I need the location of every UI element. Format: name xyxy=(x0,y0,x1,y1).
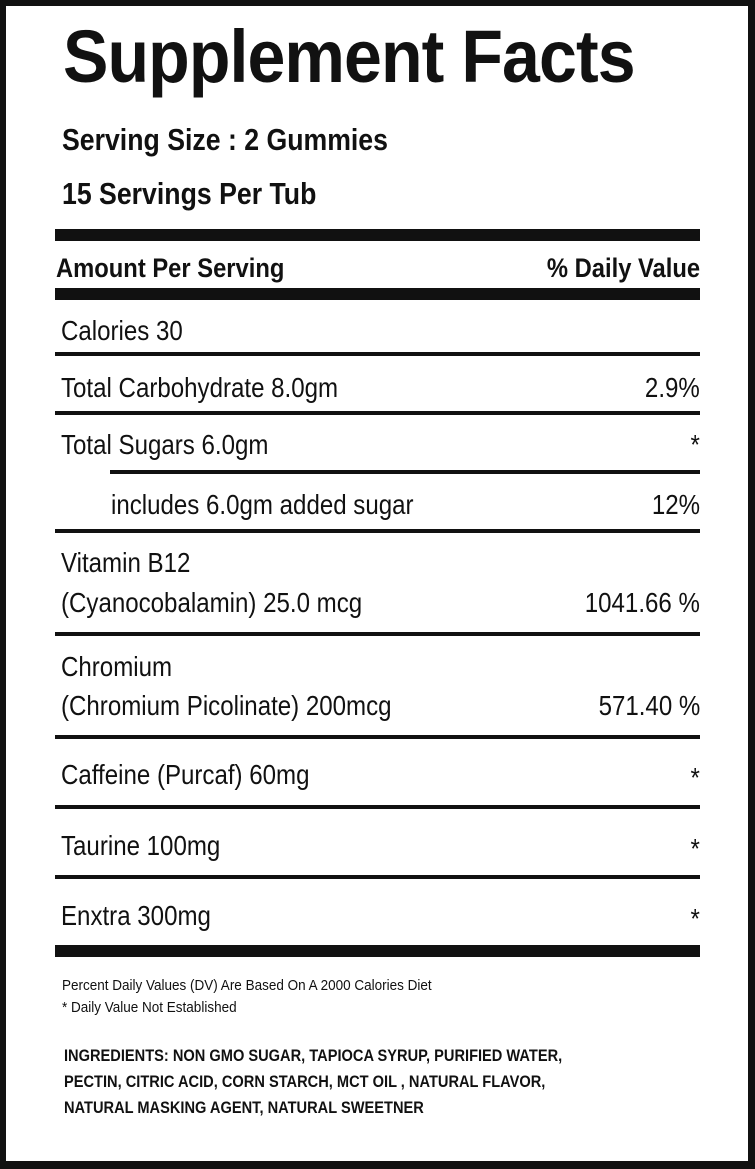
row-enxtra: Enxtra 300mg xyxy=(61,900,211,931)
row-vitamin-b12-detail: (Cyanocobalamin) 25.0 mcg xyxy=(61,587,363,618)
row-calories: Calories 30 xyxy=(61,315,183,346)
row-chromium-detail: (Chromium Picolinate) 200mcg xyxy=(61,690,392,721)
amount-per-serving-header: Amount Per Serving xyxy=(56,253,285,283)
dv-taurine: * xyxy=(690,833,700,864)
row-divider xyxy=(55,632,700,636)
row-vitamin-b12-name: Vitamin B12 xyxy=(61,547,191,578)
ingredients-line-3: NATURAL MASKING AGENT, NATURAL SWEETNER xyxy=(64,1098,424,1117)
ingredients-line-1: INGREDIENTS: NON GMO SUGAR, TAPIOCA SYRUP, PURIFIED WATER, xyxy=(64,1046,563,1065)
dv-vitamin-b12: 1041.66 % xyxy=(584,587,700,618)
serving-size: Serving Size : 2 Gummies xyxy=(62,122,388,157)
label-title: Supplement Facts xyxy=(63,15,635,98)
row-divider xyxy=(55,805,700,809)
row-divider xyxy=(55,352,700,356)
row-total-sugars: Total Sugars 6.0gm xyxy=(61,429,269,460)
row-divider xyxy=(55,735,700,739)
row-divider xyxy=(55,411,700,415)
dv-caffeine: * xyxy=(690,762,700,793)
dv-total-carbohydrate: 2.9% xyxy=(645,372,700,403)
dv-enxtra: * xyxy=(690,903,700,934)
supplement-facts-panel xyxy=(6,6,748,1161)
row-divider xyxy=(55,529,700,533)
dv-added-sugar: 12% xyxy=(651,489,700,520)
row-divider xyxy=(55,875,700,879)
footnote-daily-values: Percent Daily Values (DV) Are Based On A 2000 Calories Diet xyxy=(62,977,432,994)
thick-divider-top xyxy=(55,229,700,241)
row-total-carbohydrate: Total Carbohydrate 8.0gm xyxy=(61,372,339,403)
daily-value-header: % Daily Value xyxy=(546,253,700,283)
thick-divider-bottom xyxy=(55,945,700,957)
row-caffeine: Caffeine (Purcaf) 60mg xyxy=(61,759,310,790)
thick-divider-header xyxy=(55,288,700,300)
ingredients-line-2: PECTIN, CITRIC ACID, CORN STARCH, MCT OIL , NATURAL FLAVOR, xyxy=(64,1072,546,1091)
row-added-sugar: includes 6.0gm added sugar xyxy=(111,489,414,520)
row-divider-indented xyxy=(110,470,700,474)
dv-chromium: 571.40 % xyxy=(598,690,700,721)
row-chromium-name: Chromium xyxy=(61,651,173,682)
row-taurine: Taurine 100mg xyxy=(61,830,221,861)
servings-per-container: 15 Servings Per Tub xyxy=(62,176,317,211)
dv-total-sugars: * xyxy=(690,429,700,460)
footnote-not-established: * Daily Value Not Established xyxy=(62,999,237,1016)
